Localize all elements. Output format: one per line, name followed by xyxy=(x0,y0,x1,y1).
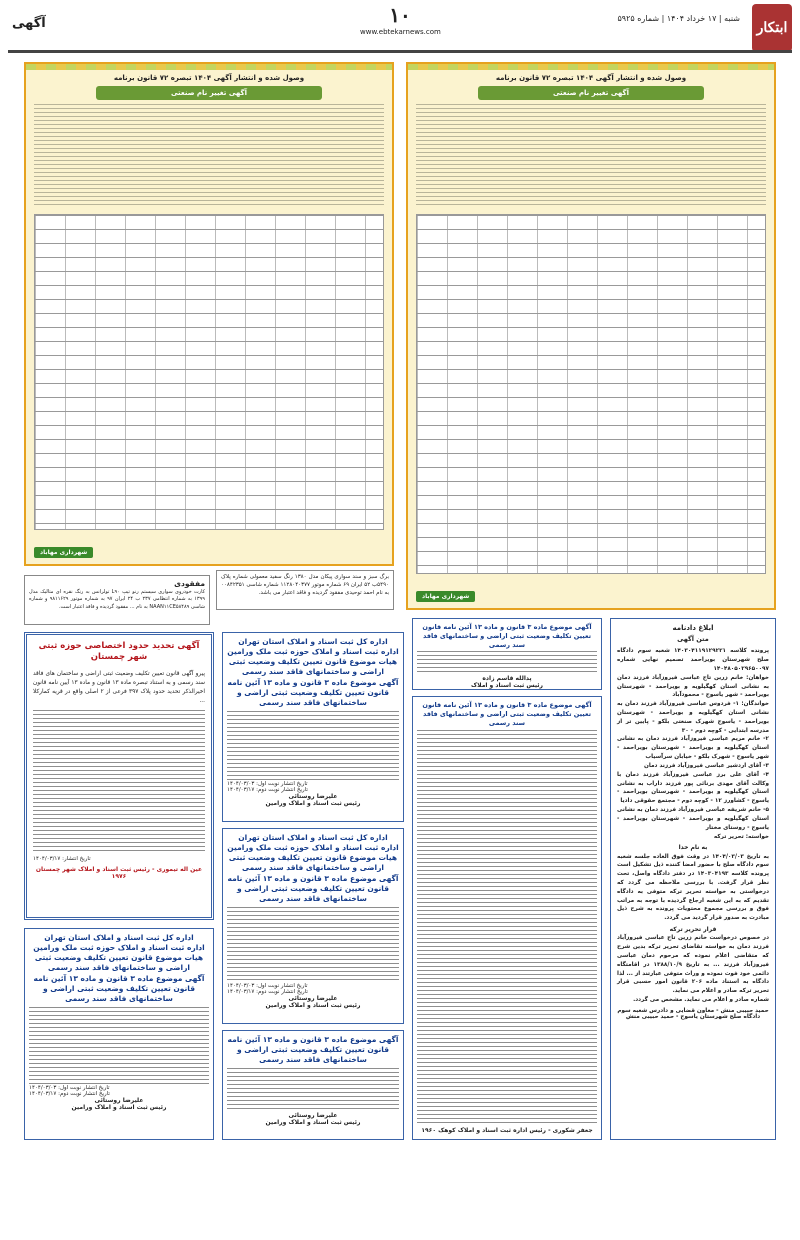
notice-date-2: تاریخ انتشار نوبت دوم: ۱۴۰۴/۰۳/۱۷ xyxy=(227,988,308,995)
judgment-p8: خواسته: تحریر ترکه xyxy=(713,833,769,840)
notice-date-1: تاریخ انتشار نوبت اول: ۱۴۰۴/۰۳/۰۳ xyxy=(29,1084,110,1091)
ad-headline: وصول شده و انتشار آگهی ۱۴۰۴ تبصره ۷۲ قانون برنامه xyxy=(495,74,687,82)
notice-head3: هیات موضوع قانون تعیین تکلیف وضعیت ثبتی اراضی و ساختمانهای فاقد سند رسمی xyxy=(228,657,398,677)
mid-top-office: رئیس ثبت اسناد و املاک xyxy=(471,682,543,690)
notice-head3: هیات موضوع قانون تعیین تکلیف وضعیت ثبتی اراضی و ساختمانهای فاقد سند رسمی xyxy=(228,853,398,873)
notice-office: رئیس ثبت اسناد و املاک ورامین xyxy=(265,1119,361,1127)
mid-top-notice xyxy=(412,618,602,690)
notice-head2: اداره ثبت اسناد و املاک حوزه ثبت ملک ورامین xyxy=(227,647,399,657)
notice-date-2: تاریخ انتشار نوبت دوم: ۱۴۰۴/۰۳/۱۷ xyxy=(29,1090,110,1097)
website-link[interactable]: www.ebtekarnews.com xyxy=(360,28,441,36)
lost-card-notice xyxy=(24,575,210,625)
notice-body-lines xyxy=(417,651,597,675)
chamestan-intro: پیرو آگهی قانون تعیین تکلیف وضعیت ثبتی اراضی و ساختمان های فاقد سند رسمی و به استناد تبصره ماده ۱۳ قانون و ماده ۱۳ آیین نامه قانون اخیرالذکر تحدید حدود پلاک ۳۹۷ فرعی از ۲ اصلی واقع در قریه کمارکلا ... xyxy=(33,670,206,704)
chamestan-boundary-notice xyxy=(24,632,214,920)
notice-date-1: تاریخ انتشار نوبت اول: ۱۴۰۴/۰۳/۰۳ xyxy=(227,780,308,787)
page-header xyxy=(0,0,800,56)
chamestan-signer: عین اله تیموری - رئیس ثبت اسناد و املاک شهر چمستان ۱۹۷۶ xyxy=(35,865,203,880)
varamin-notice-4 xyxy=(222,1030,404,1140)
judgment-order-title: قرار تحریر ترکه xyxy=(669,926,717,934)
notice-signer: علیرضا روستائی xyxy=(288,1112,338,1120)
notice-body-lines xyxy=(227,907,399,983)
ad-table xyxy=(416,214,766,574)
notice-signer: علیرضا روستائی xyxy=(288,994,338,1002)
notice-head4: آگهی موضوع ماده ۳ قانون و ماده ۱۳ آئین نامه قانون تعیین تکلیف وضعیت ثبتی اراضی و ساختمانهای فاقد سند رسمی xyxy=(227,677,399,707)
mid-top-signer: پدالله قاسم زاده xyxy=(482,675,532,683)
varamin-notice-2 xyxy=(222,828,404,1024)
judgment-p2: خواهان: خانم زرین تاج عباسی فیروزآباد فرزند دمان به نشانی استان کهگیلویه و بویراحمد - شهرستان بویراحمد - شهر یاسوج - محمودآباد xyxy=(617,674,769,699)
judgment-p3: خواندگان: ۱- فردوس عباسی فیروزآباد فرزند دمان به نشانی استان کهگیلویه و بویراحمد - شهرستان بویراحمد - یاسوج شهرک صنعتی بلکو - پایین تر از مدرسه ابتدایی - کوچه دوم - ۳۰ xyxy=(617,701,770,734)
judgment-p4: ۲- خانم مریم عباسی فیروزآباد فرزند دمان به نشانی استان کهگیلویه و بویراحمد - شهرستان بویراحمد - شهر یاسوج - شهرک بلکو - خیابان سرآسیاب xyxy=(617,736,769,761)
notice-office: رئیس ثبت اسناد و املاک ورامین xyxy=(71,1103,167,1111)
ad-code: ۱۹۷۶ xyxy=(111,872,127,880)
judgment-p6: ۴- آقای علی برز عباسی فیروزآباد فرزند دمان با وکالت آقای مهدی برنائی پور فرزند داراب به نشانی استان کهگیلویه و بویراحمد - شهرستان بویراحمد - یاسوج - کشاورز ۱۲ - کوچه دوم - مجتمع حقوقی دادیا xyxy=(617,771,769,805)
notice-date-1: تاریخ انتشار نوبت اول: ۱۴۰۴/۰۳/۰۳ xyxy=(227,982,308,989)
notice-signer: علیرضا روستائی xyxy=(288,792,338,800)
ad-banner: آگهی تغییر نام صنعتی xyxy=(96,86,323,100)
ad-banner: آگهی تغییر نام صنعتی xyxy=(478,86,705,100)
lost-title: مفقودی xyxy=(174,579,205,588)
notice-head4: آگهی موضوع ماده ۳ قانون و ماده ۱۳ آئین نامه قانون تعیین تکلیف وضعیت ثبتی اراضی و ساختمانهای فاقد سند رسمی xyxy=(33,973,205,1003)
municipality-ad-right xyxy=(406,62,776,610)
judgment-bismillah: به نام خدا xyxy=(678,844,708,852)
judgment-title: ابلاغ دادنامه xyxy=(672,624,714,632)
issue-info: شنبه | ۱۷ خرداد ۱۴۰۴ | شماره ۵۹۲۵ xyxy=(617,14,740,23)
notice-head3: هیات موضوع قانون تعیین تکلیف وضعیت ثبتی اراضی و ساختمانهای فاقد سند رسمی xyxy=(34,953,204,973)
notice-head2: اداره ثبت اسناد و املاک حوزه ثبت ملک ورامین xyxy=(227,843,399,853)
judgment-p12: در خصوص درخواست خانم زرین تاج عباسی فیروزآباد فرزند دمان به خواسته تقاضای تحریر ترکه بدین شرح که متقاضی اعلام نموده که مرحوم دمان عباسی فیروزآباد فرزند ... به تاریخ ۱۳۸۸/۱۰/۹ در اقامتگاه دائمی خود فوت نموده و وراث متوفی عبارتند از ... لذا دادگاه به استناد ماده ۲۰۶ قانون امور حسبی قرار تحریر ترکه صادر و اعلام می نماید. xyxy=(617,935,769,995)
notice-office: رئیس ثبت اسناد و املاک ورامین xyxy=(265,799,361,807)
notice-head4: آگهی موضوع ماده ۳ قانون و ماده ۱۳ آئین نامه قانون تعیین تکلیف وضعیت ثبتی اراضی و ساختمانهای فاقد سند رسمی xyxy=(227,873,399,903)
notice-head1: اداره کل ثبت اسناد و املاک استان تهران xyxy=(238,637,388,646)
lost-text: کارت خودروی سواری سیستم رنو تیپ L۹۰ تولرانس به رنگ نقره ای متالیک مدل ۱۳۹۹ به شماره انتظامی ۲۳۷ ب ۲۴ ایران ۹۷ به شماره موتور ۹۸۱۱۶۲۹ و شماره شاسی NAAN۱۱CE۵۸۴۸۹ به نام ... مفقود گردیده و فاقد اعتبار است. xyxy=(29,589,206,610)
notice-body-lines xyxy=(29,1007,209,1085)
notice-signer: علیرضا روستائی xyxy=(94,1096,144,1104)
ad-body-text xyxy=(416,104,766,208)
notice-head2: اداره ثبت اسناد و املاک حوزه ثبت ملک ورامین xyxy=(33,943,205,953)
ad-body-text xyxy=(34,104,384,208)
kouhak-notice xyxy=(412,696,602,1140)
judgment-p7: ۵- خانم شریفه عباسی فیروزآباد فرزند دمان به نشانی استان کهگیلویه و بویراحمد - شهرستان بویراحمد - یاسوج - روستای مختار xyxy=(617,807,769,831)
ad-headline: وصول شده و انتشار آگهی ۱۴۰۴ تبصره ۷۲ قانون برنامه xyxy=(113,74,305,82)
ad-table xyxy=(34,214,384,530)
judgment-p1: پرونده کلاسه ۱۴۰۳۰۴۱۱۹۱۲۹۲۲۱ شعبه سوم دادگاه صلح شهرستان بویراحمد تصمیم نهایی شماره ۱۴۰۴۸۰۵۰۲۹۶۵۰۰۹۷ xyxy=(617,648,769,672)
notice-body-lines xyxy=(227,1068,399,1112)
page-number: ۱۰ xyxy=(389,3,411,27)
newspaper-logo[interactable]: ابتکار xyxy=(752,4,792,52)
judgment-signer: حمید حبیبی منش - معاون قضایی و دادرس شعبه سوم دادگاه صلح شهرستان یاسوج - حمید حبیبی منش xyxy=(617,1007,769,1020)
ad-stripe xyxy=(408,64,774,70)
chamestan-body-lines xyxy=(33,710,205,852)
judgment-p13: شماره صادر و اعلام می نماید. مشخص می گردد. xyxy=(633,997,769,1004)
notice-head4: آگهی موضوع ماده ۳ قانون و ماده ۱۳ آئین نامه قانون تعیین تکلیف وضعیت ثبتی اراضی و ساختمانهای فاقد سند رسمی xyxy=(227,1035,399,1065)
judgment-notice xyxy=(610,618,776,1140)
municipality-ad-left xyxy=(24,62,394,566)
varamin-notice-1 xyxy=(222,632,404,822)
notice-date-2: تاریخ انتشار نوبت دوم: ۱۴۰۴/۰۳/۱۷ xyxy=(227,786,308,793)
header-rule xyxy=(8,50,792,53)
section-title: آگهی xyxy=(12,16,46,31)
ad-code: ۱۹۶۰ xyxy=(421,1127,437,1135)
chamestan-title: آگهی تحدید حدود اختصاصی حوزه ثبتی شهر چمستان xyxy=(38,641,200,663)
ad-badge: شهرداری مهاباد xyxy=(416,591,475,602)
notice-head1: اداره کل ثبت اسناد و املاک استان تهران xyxy=(44,933,194,942)
chamestan-date: تاریخ انتشار: ۱۴۰۴/۰۳/۱۷ xyxy=(33,855,91,862)
judgment-p5: ۳- آقای اردشیر عباسی فیروزآباد فرزند دمان xyxy=(644,762,769,769)
judgment-subtitle: متن آگهی xyxy=(677,635,709,644)
varamin-notice-3 xyxy=(24,928,214,1140)
vehicle-document-lost xyxy=(216,570,394,610)
notice-head1: اداره کل ثبت اسناد و املاک استان تهران xyxy=(238,833,388,842)
vehicle-doc-text: برگ سبز و سند سواری پیکان مدل ۱۳۸۰ رنگ سفید معمولی شماره پلاک ۵۴۹۰ب ۵۲ ایران ۶۹ شماره موتور ۱۱۲۸۰۴۰۳۷۷ شماره شاسی ۰۰۸۴۲۳۵۱ به نام احمد توحیدی مفقود گردیده و فاقد اعتبار می باشد. xyxy=(221,574,389,596)
kouhak-signer: جعفر شکوری - رئیس اداره ثبت اسناد و املاک کوهک ۱۹۶۰ xyxy=(421,1127,593,1135)
mid-top-title: آگهی موضوع ماده ۳ قانون و ماده ۱۳ آئین نامه قانون تعیین تکلیف وضعیت ثبتی اراضی و ساختمانهای فاقد سند رسمی xyxy=(422,623,592,649)
ad-badge: شهرداری مهاباد xyxy=(34,547,93,558)
kouhak-title: آگهی موضوع ماده ۳ قانون و ماده ۱۳ آئین نامه قانون تعیین تکلیف وضعیت ثبتی اراضی و ساختمانهای فاقد سند رسمی xyxy=(422,701,592,727)
judgment-p10: به تاریخ ۱۴۰۴/۰۳/۰۳ در وقت فوق العاده جلسه شعبه سوم دادگاه صلح با حضور امضا کننده ذیل تشکیل است پرونده کلاسه ۱۴۰۳۰۴۱۹۳ در دفتر دادگاه واصل، تحت نظر قرار گرفت. با بررسی ملاحظه می گردد که درخواستی به خواسته تحریر ترکه متوفی به دادگاه تقدیم که به این شعبه ارجاع گردیده با توجه به مراتب فوق و بررسی مجموع محتویات پرونده به شرح ذیل مبادرت به صدور قرار گردید می گردد. xyxy=(617,853,769,922)
ad-stripe xyxy=(26,64,392,70)
notice-office: رئیس ثبت اسناد و املاک ورامین xyxy=(265,1001,361,1009)
notice-body-lines xyxy=(417,730,597,1124)
notice-body-lines xyxy=(227,711,399,781)
